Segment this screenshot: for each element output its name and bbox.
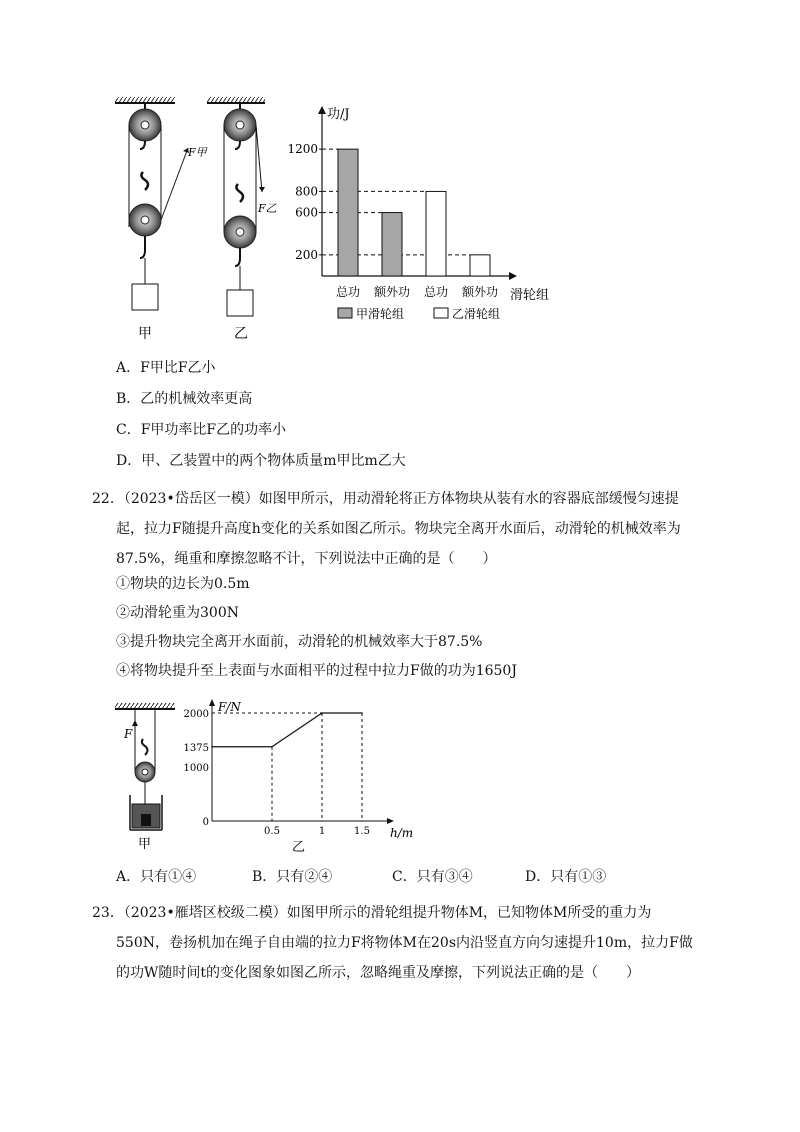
y-axis-arrow xyxy=(209,699,215,706)
fixed-pulley-jia xyxy=(129,103,161,149)
legend-swatch xyxy=(434,308,448,318)
x-tick-label: 0.5 xyxy=(264,826,280,837)
q22-statement-3: ③提升物块完全离开水面前，动滑轮的机械效率大于87.5% xyxy=(116,634,483,650)
y-tick-label: 200 xyxy=(295,247,318,262)
x-axis-arrow xyxy=(387,818,394,824)
force-curve xyxy=(212,713,362,747)
q22-force-height-graph xyxy=(180,693,414,855)
option-text: 甲、乙装置中的两个物体质量m甲比m乙大 xyxy=(141,453,406,469)
option-text: F甲比F乙小 xyxy=(140,360,216,376)
option-letter: D． xyxy=(116,453,142,469)
q22-force-label: F xyxy=(124,727,133,741)
option-letter: B． xyxy=(116,391,141,407)
x-tick-label: 总功 xyxy=(335,285,361,299)
legend-label: 甲滑轮组 xyxy=(356,307,405,321)
graph-axes xyxy=(184,699,414,855)
y-tick-label: 2000 xyxy=(183,709,209,720)
bar xyxy=(426,191,446,276)
x-axis-label: 滑轮组 xyxy=(510,288,550,303)
water-container xyxy=(130,795,162,830)
bar xyxy=(338,149,358,276)
q22-statement-4: ④将物块提升至上表面与水面相平的过程中拉力F做的功为1650J xyxy=(116,663,517,679)
q21-option-c xyxy=(116,420,286,440)
q21-option-b xyxy=(116,389,252,409)
q22-statement-2: ②动滑轮重为300N xyxy=(116,605,239,621)
x-tick-label: 额外功 xyxy=(461,285,499,299)
question-number: 22． xyxy=(92,491,124,507)
caption-yi: 乙 xyxy=(234,326,248,342)
cube-block xyxy=(141,814,151,826)
q23-stem xyxy=(92,898,700,988)
q22-statement-1: ①物块的边长为0.5m xyxy=(116,576,250,592)
caption-yi: 乙 xyxy=(292,840,306,855)
legend-swatch xyxy=(338,308,352,318)
q21-option-d xyxy=(116,451,406,471)
q21-option-a xyxy=(116,358,216,378)
force-label-jia: F甲 xyxy=(188,146,207,159)
option-text: F甲功率比F乙的功率小 xyxy=(140,422,287,438)
ceiling-yi xyxy=(207,97,265,103)
q22-option-d: D．只有①③ xyxy=(525,869,607,885)
pulley-figure xyxy=(110,92,280,352)
y-tick-label: 1200 xyxy=(287,142,318,157)
option-text: 乙的机械效率更高 xyxy=(140,391,253,407)
fixed-pulley-yi xyxy=(224,103,256,149)
weight-block-jia xyxy=(132,284,158,310)
q22-option-a: A．只有①④ xyxy=(116,869,197,885)
q22-figure-jia xyxy=(112,700,182,850)
bar xyxy=(382,213,402,276)
legend-label: 乙滑轮组 xyxy=(452,307,501,321)
x-tick-label: 总功 xyxy=(423,285,449,299)
question-number: 23． xyxy=(92,905,124,921)
question-text: （2023•雁塔区校级二模）如图甲所示的滑轮组提升物体M，已知物体M所受的重力为550N，卷扬机加在绳子自由端的拉力F将物体M在20s内沿竖直方向匀速提升10m，拉力F做的功W随时间t的变化图象如图乙所示，忽略绳重及摩擦，下列说法正确的是（ ） xyxy=(116,905,693,981)
x-tick-label: 1 xyxy=(318,826,326,837)
y-tick-label: 0 xyxy=(202,817,209,828)
question-text: （2023•岱岳区一模）如图甲所示，用动滑轮将正方体物块从装有水的容器底部缓慢匀速提起，拉力F随提升高度h变化的关系如图乙所示。物块完全离开水面后，动滑轮的机械效率为87.5%，绳重和摩擦忽略不计，下列说法中正确的是（ ） xyxy=(116,491,681,567)
ceiling xyxy=(115,703,175,709)
y-axis-label: F/N xyxy=(218,700,241,714)
y-axis-label: 功/J xyxy=(327,107,350,122)
option-letter: A． xyxy=(116,360,141,376)
chart-legend xyxy=(338,306,500,321)
y-tick-label: 1000 xyxy=(183,763,209,774)
bar xyxy=(470,255,490,276)
x-tick-label: 1.5 xyxy=(354,826,370,837)
data-point xyxy=(271,746,273,748)
weight-block-yi xyxy=(227,290,253,316)
option-letter: C． xyxy=(116,422,141,438)
y-tick-label: 600 xyxy=(295,205,318,220)
caption-jia: 甲 xyxy=(138,326,152,342)
q22-stem xyxy=(92,484,700,574)
movable-pulley xyxy=(135,739,155,810)
movable-pulley-jia xyxy=(129,172,161,284)
y-axis-arrow xyxy=(318,106,326,114)
y-tick-label: 1375 xyxy=(183,742,209,754)
y-tick-label: 800 xyxy=(295,184,318,199)
movable-pulley-yi xyxy=(224,184,256,290)
graph-line xyxy=(211,712,363,747)
q22-option-b: B．只有②④ xyxy=(252,869,333,885)
work-bar-chart xyxy=(280,98,570,333)
force-label-yi: F乙 xyxy=(258,202,277,215)
x-axis-label: h/m xyxy=(390,826,414,840)
data-point xyxy=(211,746,213,748)
x-axis-arrow xyxy=(509,272,517,280)
ceiling-jia xyxy=(115,97,175,103)
data-point xyxy=(321,712,323,714)
data-point xyxy=(361,712,363,714)
q22-caption-jia: 甲 xyxy=(138,837,152,852)
q22-option-c: C．只有③④ xyxy=(392,869,473,885)
x-tick-label: 额外功 xyxy=(373,285,411,299)
